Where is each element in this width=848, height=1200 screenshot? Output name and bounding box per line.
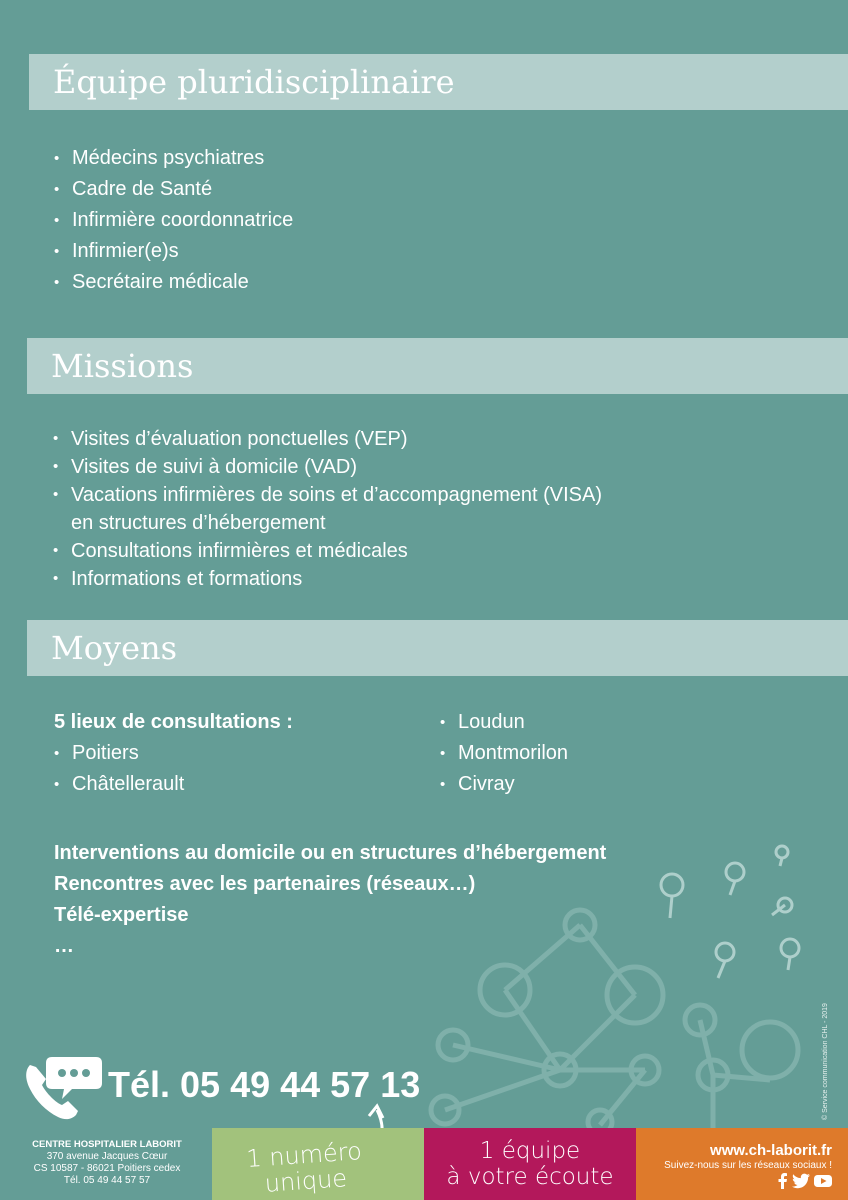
list-item-continuation: en structures d’hébergement — [71, 512, 326, 534]
list-item: • Secrétaire médicale — [54, 267, 293, 298]
list-item: • Loudun — [440, 707, 568, 738]
footer-orange-box — [636, 1128, 848, 1200]
hospital-name: CENTRE HOSPITALIER LABORIT — [32, 1139, 182, 1150]
section-title-moyens: Moyens — [27, 620, 848, 676]
footer-red-box — [424, 1128, 636, 1200]
lieux-heading: 5 lieux de consultations : — [54, 711, 293, 733]
youtube-icon[interactable] — [814, 1173, 832, 1189]
bold-line: … — [54, 935, 74, 957]
list-item: • Informations et formations — [53, 565, 602, 593]
phone-chat-icon — [22, 1055, 104, 1121]
twitter-icon[interactable] — [792, 1173, 810, 1189]
list-item: • Visites d’évaluation ponctuelles (VEP) — [53, 425, 602, 453]
list-item: • Cadre de Santé — [54, 174, 293, 205]
list-item: • Infirmier(e)s — [54, 236, 293, 267]
network-decoration-icon — [400, 830, 820, 1130]
list-item: • Châtellerault — [54, 769, 293, 800]
social-icons — [776, 1173, 832, 1189]
list-item: • Consultations infirmières et médicales — [53, 537, 602, 565]
hospital-address — [18, 1139, 196, 1187]
website-link[interactable]: www.ch-laborit.fr — [710, 1142, 832, 1159]
facebook-icon[interactable] — [776, 1173, 788, 1189]
phone-number[interactable]: Tél. 05 49 44 57 13 — [108, 1064, 421, 1105]
list-item: • Civray — [440, 769, 568, 800]
missions-list — [53, 425, 602, 593]
address-phone: Tél. 05 49 44 57 57 — [63, 1175, 151, 1186]
numero-line: 1 numéro — [245, 1137, 363, 1174]
section-title-missions: Missions — [27, 338, 848, 394]
list-item: • Vacations infirmières de soins et d’accompagnement (VISA) — [53, 481, 602, 509]
numero-unique-text — [228, 1137, 381, 1199]
bold-line: Télé-expertise — [54, 904, 189, 926]
lieux-list-left — [54, 707, 293, 800]
lieux-list-right — [440, 707, 568, 800]
list-item: • Médecins psychiatres — [54, 143, 293, 174]
equipe-ecoute-text — [424, 1138, 636, 1190]
equipe-line: 1 équipe — [479, 1138, 581, 1164]
address-line: CS 10587 - 86021 Poitiers cedex — [33, 1163, 181, 1174]
follow-text: Suivez-nous sur les réseaux sociaux ! — [664, 1160, 832, 1171]
bold-line: Interventions au domicile ou en structures d’hébergement — [54, 842, 607, 864]
bold-line: Rencontres avec les partenaires (réseaux…) — [54, 873, 476, 895]
address-line: 370 avenue Jacques Cœur — [46, 1151, 168, 1162]
copyright-credit: © Service communication CHL - 2019 — [822, 1003, 829, 1120]
footer-green-box — [212, 1128, 424, 1200]
equipe-list — [54, 143, 293, 298]
list-item: • Infirmière coordonnatrice — [54, 205, 293, 236]
list-item: • Poitiers — [54, 738, 293, 769]
numero-line: unique — [263, 1164, 348, 1198]
list-item: • Montmorilon — [440, 738, 568, 769]
section-title-equipe: Équipe pluridisciplinaire — [29, 54, 848, 110]
list-item: • Visites de suivi à domicile (VAD) — [53, 453, 602, 481]
equipe-line: à votre écoute — [446, 1164, 614, 1190]
